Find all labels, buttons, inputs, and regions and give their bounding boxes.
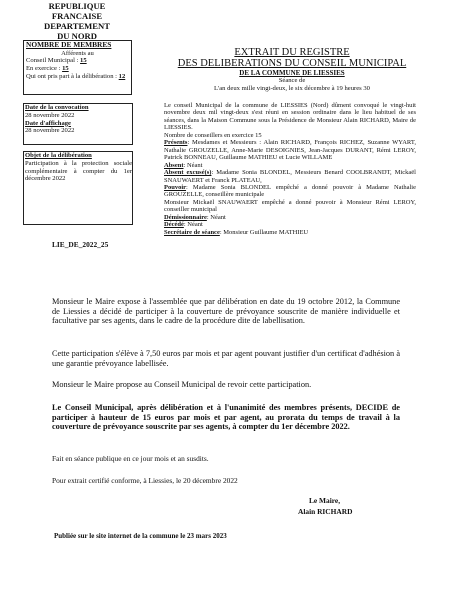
body-paragraph-decision: Le Conseil Municipal, après délibération et à l'unanimité des membres présents, DECIDE de participer à hauteur de 15 euros par mois et par agent, au prorata du temps de travail à la couverture de prévoyance souscrite par ses agents, à compter du 1er décembre 2022. [52,403,400,431]
members-exercice: En exercice : 15 [26,65,69,73]
title-line-3: DE LA COMMUNE DE LIESSIES [239,69,345,77]
nord-line: DU NORD [57,31,97,41]
demissionnaire: Démissionnaire: Néant [164,213,226,221]
members-conseil: Conseil Municipal : 15 [26,57,87,65]
members-title: NOMBRE DE MEMBRES [26,40,112,49]
meeting-details [164,102,416,236]
presents: Présents: Mesdames et Messieurs : Alain RICHARD, François RICHEZ, Suzanne WYART, Nathalie GROUZELLE, Anne-Marie DESOIGNIES, Jean-Jacques DURANT, Rémi LEROY, Patrick BONNEAU, Guillaume MATHIEU et Lucie WILLAME [164,139,416,162]
secretaire: Secrétaire de séance: Monsieur Guillaume MATHIEU [164,228,309,236]
affichage-date: 28 novembre 2022 [25,127,75,135]
convocation-date: 28 novembre 2022 [25,111,75,119]
body-paragraph-5: Fait en séance publique en ce jour mois et an susdits. [52,454,209,463]
seance-date: L'an deux mille vingt-deux, le six décembre à 19 heures 30 [214,84,370,92]
absent: Absent: Néant [164,161,203,169]
object-text: Participation à la protection sociale complémentaire à compter du 1er décembre 2022 [25,159,132,183]
meeting-intro: Le conseil Municipal de la commune de LIESSIES (Nord) dûment convoqué le vingt-huit novembre deux mil vingt-deux s'est réuni en session ordinaire dans le lieu habituel de ses séances, dans la Maison Commune sous la Présidence de Monsieur Alain RICHARD, Maire de LIESSIES. [164,102,416,132]
object-box [23,151,133,225]
excuses: Absent excusé(s): Madame Sonia BLONDEL, Messieurs Benard COOLBRANDT, Mickaël SNAUWAERT et Franck PLATEAU, [164,169,416,184]
body-paragraph-1: Monsieur le Maire expose à l'assemblée que par délibération en date du 19 octobre 2012, la Commune de Liessies a décidé de participer à la couverture de prévoyance souscrite de manière individuelle et facultative par ses agents, dans le cadre de la procédure dite de labellisation. [52,297,400,325]
title-line-2: DES DELIBERATIONS DU CONSEIL MUNICIPAL [177,58,407,69]
convocation-label: Date de la convocation [25,104,89,111]
department-line: DEPARTEMENT [44,21,110,31]
members-count: Nombre de conseillers en exercice 15 [164,131,262,139]
affichage-label: Date d'affichage [25,119,71,127]
decede: Décédé: Néant [164,221,203,229]
signature-title: Le Maire, [309,496,341,505]
certification-line: Pour extrait certifié conforme, à Liessies, le 20 décembre 2022 [52,476,238,485]
body-paragraph-2: Cette participation s'élève à 7,50 euros par mois et par agent pouvant justifier d'un certificat d'adhésion à une garantie prévoyance labellisée. [52,349,400,368]
reference: LIE_DE_2022_25 [52,240,109,249]
title-line-1: EXTRAIT DU REGISTRE [234,47,350,58]
document-title [166,47,418,92]
seance-label: Séance de [278,77,306,84]
publication-footer: Publiée sur le site internet de la commune le 23 mars 2023 [54,532,227,540]
members-box [23,40,132,95]
signature-name: Alain RICHARD [298,507,353,516]
republic-header [27,1,127,41]
object-label: Objet de la délibération [25,152,92,159]
pouvoir-2: Monsieur Mickaël SNAUWAERT empêché a donné pouvoir à Monsieur Rémi LEROY, conseiller municipal [164,198,416,214]
pouvoir: Pouvoir: Madame Sonia BLONDEL empêché a donné pouvoir à Madame Nathalie GROUZELLE, conseillère municipale [164,183,416,199]
members-afferents: Afférents au [61,49,94,57]
members-deliberation: Qui ont pris part à la délibération : 12 [26,72,126,80]
republic-line: REPUBLIQUE FRANCAISE [48,1,106,21]
body-paragraph-3: Monsieur le Maire propose au Conseil Municipal de revoir cette participation. [52,380,312,389]
dates-box [23,103,133,145]
